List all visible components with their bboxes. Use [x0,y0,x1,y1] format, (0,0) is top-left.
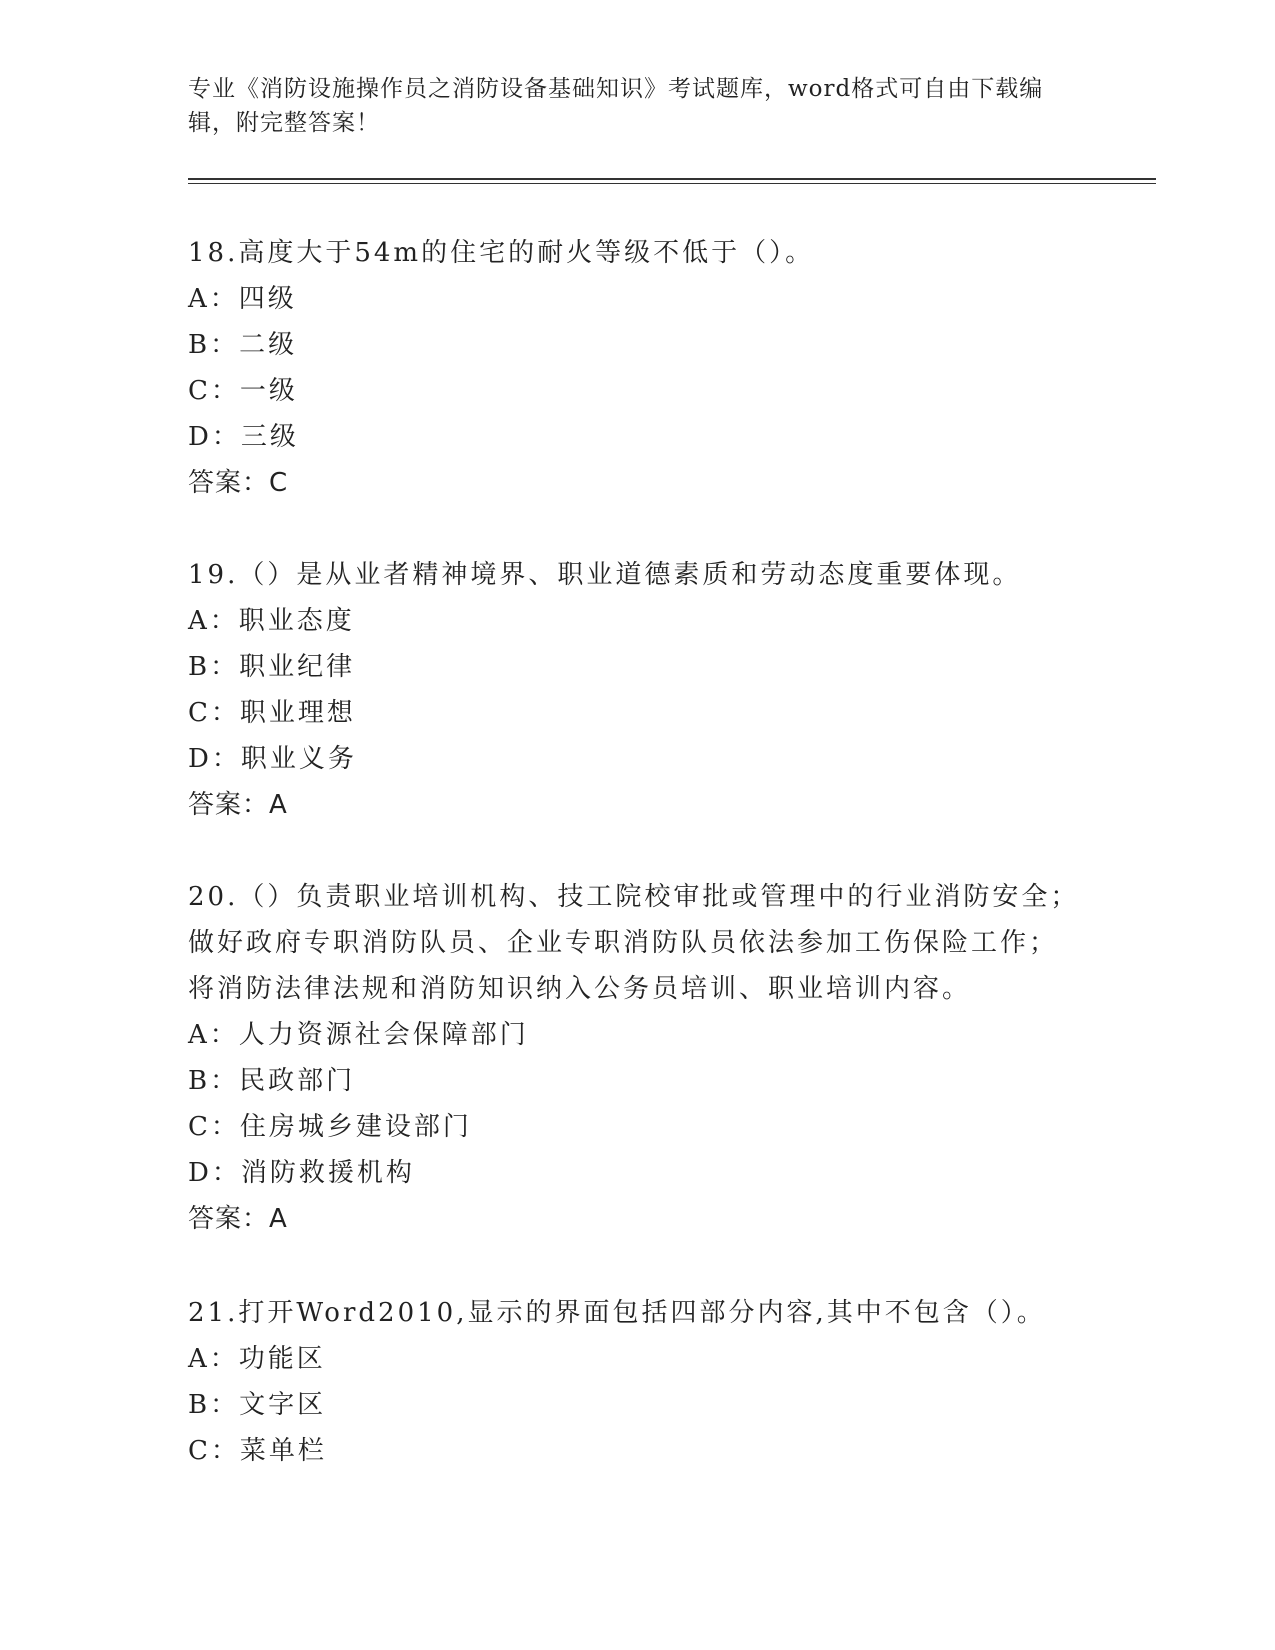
question-20 [188,874,1088,1242]
question-stem: 18.高度大于54m的住宅的耐火等级不低于（）。 [188,238,815,268]
option-c: C：职业理想 [188,698,356,728]
option-c: C：住房城乡建设部门 [188,1112,472,1142]
question-stem: 21.打开Word2010,显示的界面包括四部分内容,其中不包含（）。 [188,1298,1046,1328]
option-a: A：功能区 [188,1344,326,1374]
header-divider-thick [188,178,1156,180]
header-line-1: 专业《消防设施操作员之消防设备基础知识》考试题库，word格式可自由下载编 [188,76,1044,102]
option-d: D：消防救援机构 [188,1158,415,1188]
question-18 [188,230,1088,506]
question-19 [188,552,1088,828]
option-d: D：职业义务 [188,744,357,774]
header-line-2: 辑，附完整答案！ [188,110,380,136]
option-b: B：文字区 [188,1390,327,1420]
option-a: A：四级 [188,284,297,314]
option-b: B：二级 [188,330,298,360]
option-d: D：三级 [188,422,299,452]
option-c: C：一级 [188,376,298,406]
answer-line: 答案：C [188,468,289,498]
question-21 [188,1290,1088,1474]
option-a: A：职业态度 [188,606,355,636]
question-stem-line-3: 将消防法律法规和消防知识纳入公务员培训、职业培训内容。 [188,974,972,1004]
option-b: B：职业纪律 [188,652,356,682]
document-header [188,72,1068,140]
header-divider-thin [188,183,1156,184]
answer-line: 答案：A [188,1204,288,1234]
question-stem-line-2: 做好政府专职消防队员、企业专职消防队员依法参加工伤保险工作； [188,928,1059,958]
question-stem: 19.（）是从业者精神境界、职业道德素质和劳动态度重要体现。 [188,560,1022,590]
answer-line: 答案：A [188,790,288,820]
question-stem-line-1: 20.（）负责职业培训机构、技工院校审批或管理中的行业消防安全； [188,882,1080,912]
option-a: A：人力资源社会保障部门 [188,1020,529,1050]
option-c: C：菜单栏 [188,1436,327,1466]
option-b: B：民政部门 [188,1066,356,1096]
